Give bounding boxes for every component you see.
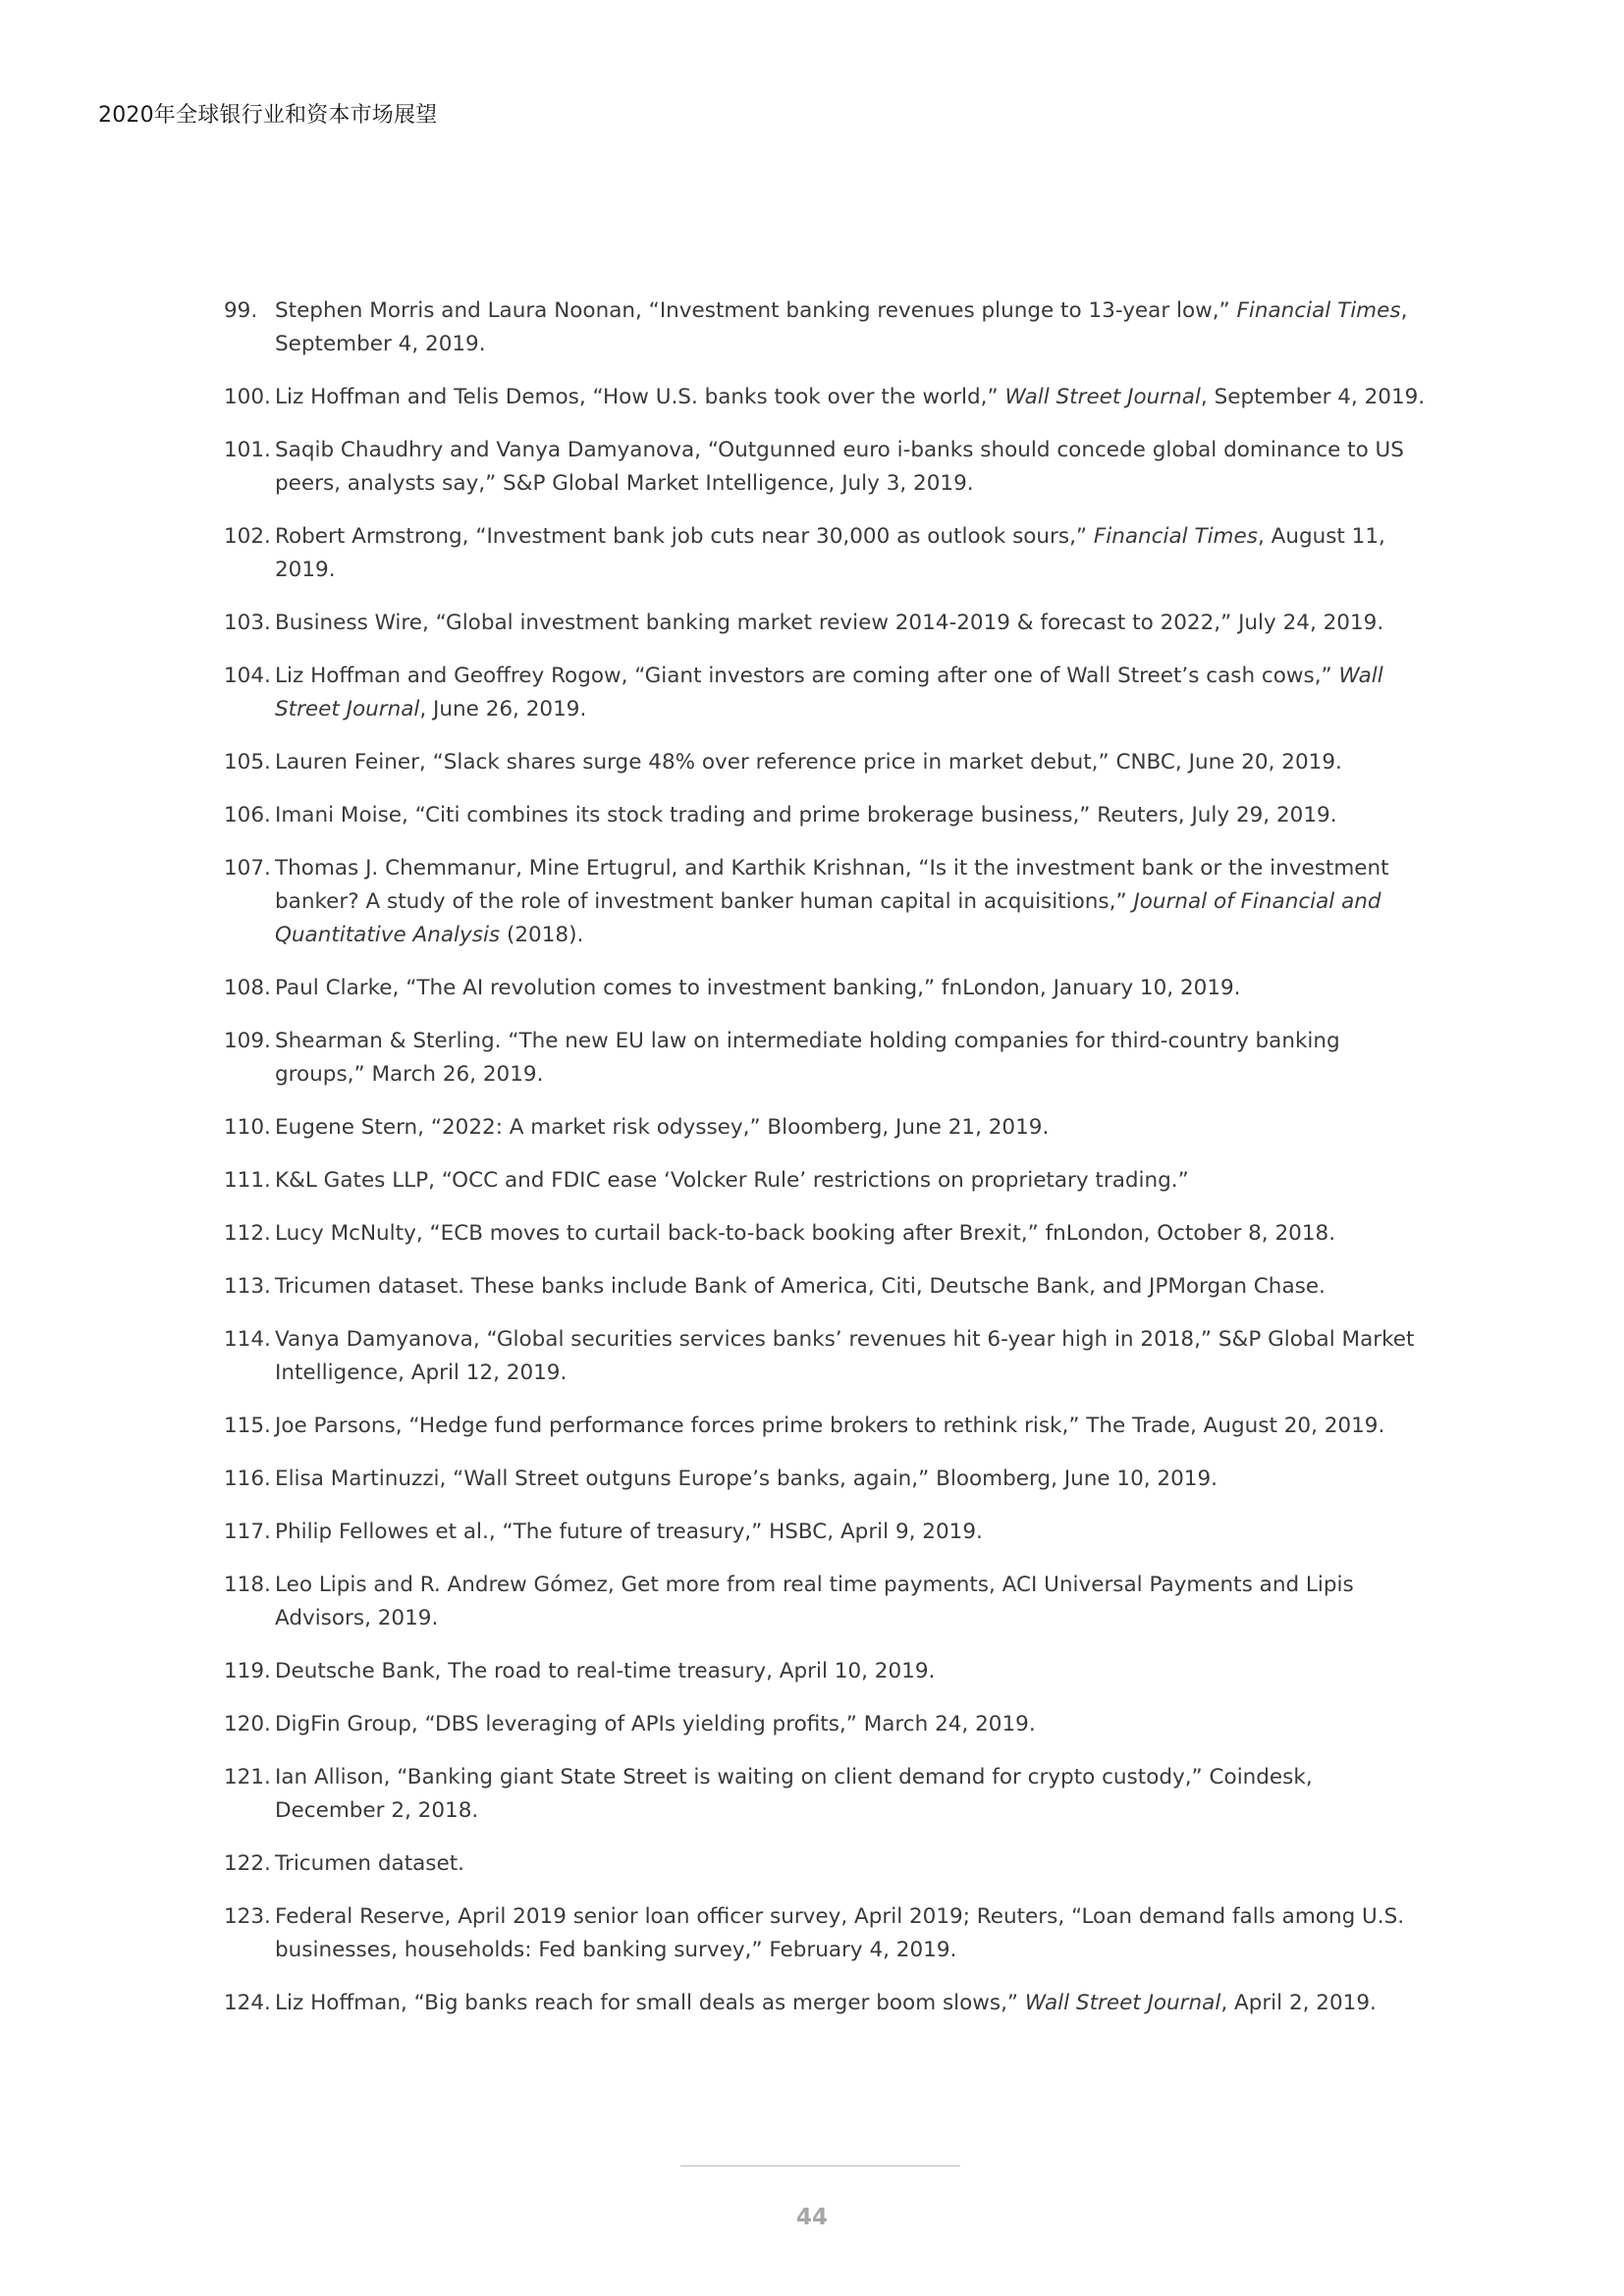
reference-number: 120. — [224, 1712, 271, 1736]
reference-item — [224, 972, 1427, 1005]
reference-segment: Stephen Morris and Laura Noonan, “Investment banking revenues plunge to 13-year low,” — [275, 298, 1237, 323]
reference-number: 105. — [224, 750, 271, 774]
reference-item — [224, 1025, 1427, 1092]
reference-item — [224, 1708, 1427, 1741]
reference-number: 122. — [224, 1851, 271, 1876]
reference-segment: Robert Armstrong, “Investment bank job cuts near 30,000 as outlook sours,” — [275, 524, 1094, 549]
reference-text — [275, 1520, 983, 1544]
reference-item — [224, 852, 1427, 952]
reference-number: 106. — [224, 803, 271, 828]
reference-item — [224, 520, 1427, 587]
reference-segment: Philip Fellowes et al., “The future of treasury,” HSBC, April 9, 2019. — [275, 1520, 983, 1544]
reference-text — [275, 976, 1241, 1000]
reference-segment: Imani Moise, “Citi combines its stock trading and prime brokerage business,” Reuters, July 29, 2019. — [275, 803, 1337, 828]
reference-segment: DigFin Group, “DBS leveraging of APIs yielding profits,” March 24, 2019. — [275, 1712, 1036, 1736]
reference-text — [275, 1414, 1384, 1438]
publication-title: Wall Street Journal — [1024, 1991, 1221, 2015]
reference-segment: Tricumen dataset. — [275, 1851, 464, 1876]
reference-number: 115. — [224, 1414, 271, 1438]
reference-segment: , June 26, 2019. — [419, 697, 587, 721]
reference-text — [275, 750, 1342, 774]
reference-item — [224, 799, 1427, 832]
reference-segment: Thomas J. Chemmanur, Mine Ertugrul, and Karthik Krishnan, “Is it the investment bank or the investment banker? A study of the role of investment banker human capital in acquisitions,” — [275, 856, 1389, 914]
reference-text — [275, 1029, 1340, 1087]
reference-segment: (2018). — [500, 923, 584, 947]
reference-number: 101. — [224, 438, 271, 462]
reference-segment: Eugene Stern, “2022: A market risk odyssey,” Bloomberg, June 21, 2019. — [275, 1115, 1050, 1140]
reference-item — [224, 1323, 1427, 1390]
reference-number: 114. — [224, 1327, 271, 1352]
references-list — [224, 294, 1427, 2040]
reference-number: 102. — [224, 524, 271, 549]
footer-divider — [680, 2165, 960, 2166]
reference-number: 118. — [224, 1573, 271, 1597]
reference-number: 108. — [224, 976, 271, 1000]
reference-segment: Saqib Chaudhry and Vanya Damyanova, “Outgunned euro i-banks should concede global dominance to US peers, analysts say,” S&P Global Market Intelligence, July 3, 2019. — [275, 438, 1404, 496]
reference-text — [275, 664, 1383, 721]
reference-segment: , September 4, 2019. — [1200, 385, 1426, 409]
reference-item — [224, 1987, 1427, 2020]
reference-segment: Liz Hoffman and Geoffrey Rogow, “Giant investors are coming after one of Wall Street’s cash cows,” — [275, 664, 1339, 688]
reference-segment: K&L Gates LLP, “OCC and FDIC ease ‘Volcker Rule’ restrictions on proprietary trading.” — [275, 1168, 1189, 1193]
reference-number: 104. — [224, 664, 271, 688]
reference-number: 99. — [224, 298, 258, 323]
reference-segment: Ian Allison, “Banking giant State Street is waiting on client demand for crypto custody,” Coindesk, December 2, 2018. — [275, 1765, 1313, 1823]
publication-title: Financial Times — [1236, 298, 1401, 323]
reference-number: 117. — [224, 1520, 271, 1544]
reference-item — [224, 1111, 1427, 1145]
reference-number: 103. — [224, 611, 271, 635]
reference-text — [275, 1467, 1218, 1491]
reference-text — [275, 1168, 1189, 1193]
reference-text — [275, 1991, 1377, 2015]
page-number: 44 — [795, 2205, 828, 2230]
reference-item — [224, 434, 1427, 501]
reference-text — [275, 1765, 1313, 1823]
reference-text — [275, 385, 1425, 409]
document-title: 2020年全球银行业和资本市场展望 — [98, 103, 438, 128]
reference-text — [275, 856, 1389, 947]
reference-number: 100. — [224, 385, 271, 409]
reference-number: 113. — [224, 1274, 271, 1299]
reference-item — [224, 1410, 1427, 1443]
reference-item — [224, 1463, 1427, 1496]
reference-item — [224, 607, 1427, 640]
reference-text — [275, 1327, 1414, 1385]
reference-item — [224, 294, 1427, 361]
publication-title: Financial Times — [1093, 524, 1258, 549]
reference-segment: Paul Clarke, “The AI revolution comes to investment banking,” fnLondon, January 10, 2019. — [275, 976, 1241, 1000]
reference-item — [224, 1655, 1427, 1688]
reference-item — [224, 1217, 1427, 1251]
reference-segment: Elisa Martinuzzi, “Wall Street outguns Europe’s banks, again,” Bloomberg, June 10, 2019. — [275, 1467, 1218, 1491]
reference-item — [224, 1164, 1427, 1198]
reference-segment: Tricumen dataset. These banks include Bank of America, Citi, Deutsche Bank, and JPMorgan Chase. — [275, 1274, 1326, 1299]
publication-title: Wall Street Journal — [1004, 385, 1201, 409]
reference-segment: Lauren Feiner, “Slack shares surge 48% over reference price in market debut,” CNBC, June 20, 2019. — [275, 750, 1342, 774]
reference-item — [224, 1900, 1427, 1967]
reference-number: 123. — [224, 1904, 271, 1929]
reference-item — [224, 1569, 1427, 1635]
reference-item — [224, 381, 1427, 414]
reference-segment: Shearman & Sterling. “The new EU law on intermediate holding companies for third-country banking groups,” March 26, 2019. — [275, 1029, 1340, 1087]
reference-number: 121. — [224, 1765, 271, 1789]
publication-title: Wall Street Journal — [275, 664, 1383, 721]
reference-text — [275, 438, 1404, 496]
reference-text — [275, 1274, 1326, 1299]
reference-item — [224, 1516, 1427, 1549]
reference-number: 111. — [224, 1168, 271, 1193]
reference-text — [275, 1573, 1354, 1630]
reference-segment: Leo Lipis and R. Andrew Gómez, Get more from real time payments, ACI Universal Payments and Lipis Advisors, 2019. — [275, 1573, 1354, 1630]
reference-number: 109. — [224, 1029, 271, 1053]
reference-segment: Vanya Damyanova, “Global securities services banks’ revenues hit 6-year high in 2018,” S&P Global Market Intelligence, April 12, 2019. — [275, 1327, 1415, 1385]
reference-text — [275, 1221, 1335, 1246]
reference-segment: , April 2, 2019. — [1220, 1991, 1377, 2015]
reference-text — [275, 1115, 1049, 1140]
reference-segment: Joe Parsons, “Hedge fund performance forces prime brokers to rethink risk,” The Trade, August 20, 2019. — [275, 1414, 1385, 1438]
reference-text — [275, 1904, 1404, 1962]
reference-segment: , August 11, 2019. — [275, 524, 1385, 582]
reference-text — [275, 1659, 935, 1683]
reference-item — [224, 1847, 1427, 1881]
reference-text — [275, 298, 1407, 356]
reference-number: 107. — [224, 856, 271, 881]
reference-segment: , September 4, 2019. — [275, 298, 1408, 356]
reference-item — [224, 1270, 1427, 1304]
reference-item — [224, 1761, 1427, 1828]
reference-segment: Deutsche Bank, The road to real-time treasury, April 10, 2019. — [275, 1659, 936, 1683]
reference-item — [224, 746, 1427, 779]
reference-segment: Lucy McNulty, “ECB moves to curtail back-to-back booking after Brexit,” fnLondon, October 8, 2018. — [275, 1221, 1336, 1246]
reference-number: 110. — [224, 1115, 271, 1140]
reference-segment: Liz Hoffman and Telis Demos, “How U.S. banks took over the world,” — [275, 385, 1005, 409]
reference-number: 124. — [224, 1991, 271, 2015]
reference-number: 119. — [224, 1659, 271, 1683]
reference-segment: Business Wire, “Global investment banking market review 2014-2019 & forecast to 2022,” July 24, 2019. — [275, 611, 1384, 635]
reference-text — [275, 1712, 1036, 1736]
reference-segment: Federal Reserve, April 2019 senior loan officer survey, April 2019; Reuters, “Loan demand falls among U.S. businesses, households: Fed banking survey,” February 4, 2019. — [275, 1904, 1405, 1962]
publication-title: Journal of Financial and Quantitative Analysis — [275, 889, 1381, 947]
reference-text — [275, 611, 1383, 635]
reference-number: 116. — [224, 1467, 271, 1491]
reference-number: 112. — [224, 1221, 271, 1246]
reference-text — [275, 803, 1337, 828]
reference-text — [275, 1851, 464, 1876]
reference-item — [224, 660, 1427, 726]
reference-segment: Liz Hoffman, “Big banks reach for small deals as merger boom slows,” — [275, 1991, 1025, 2015]
reference-text — [275, 524, 1385, 582]
